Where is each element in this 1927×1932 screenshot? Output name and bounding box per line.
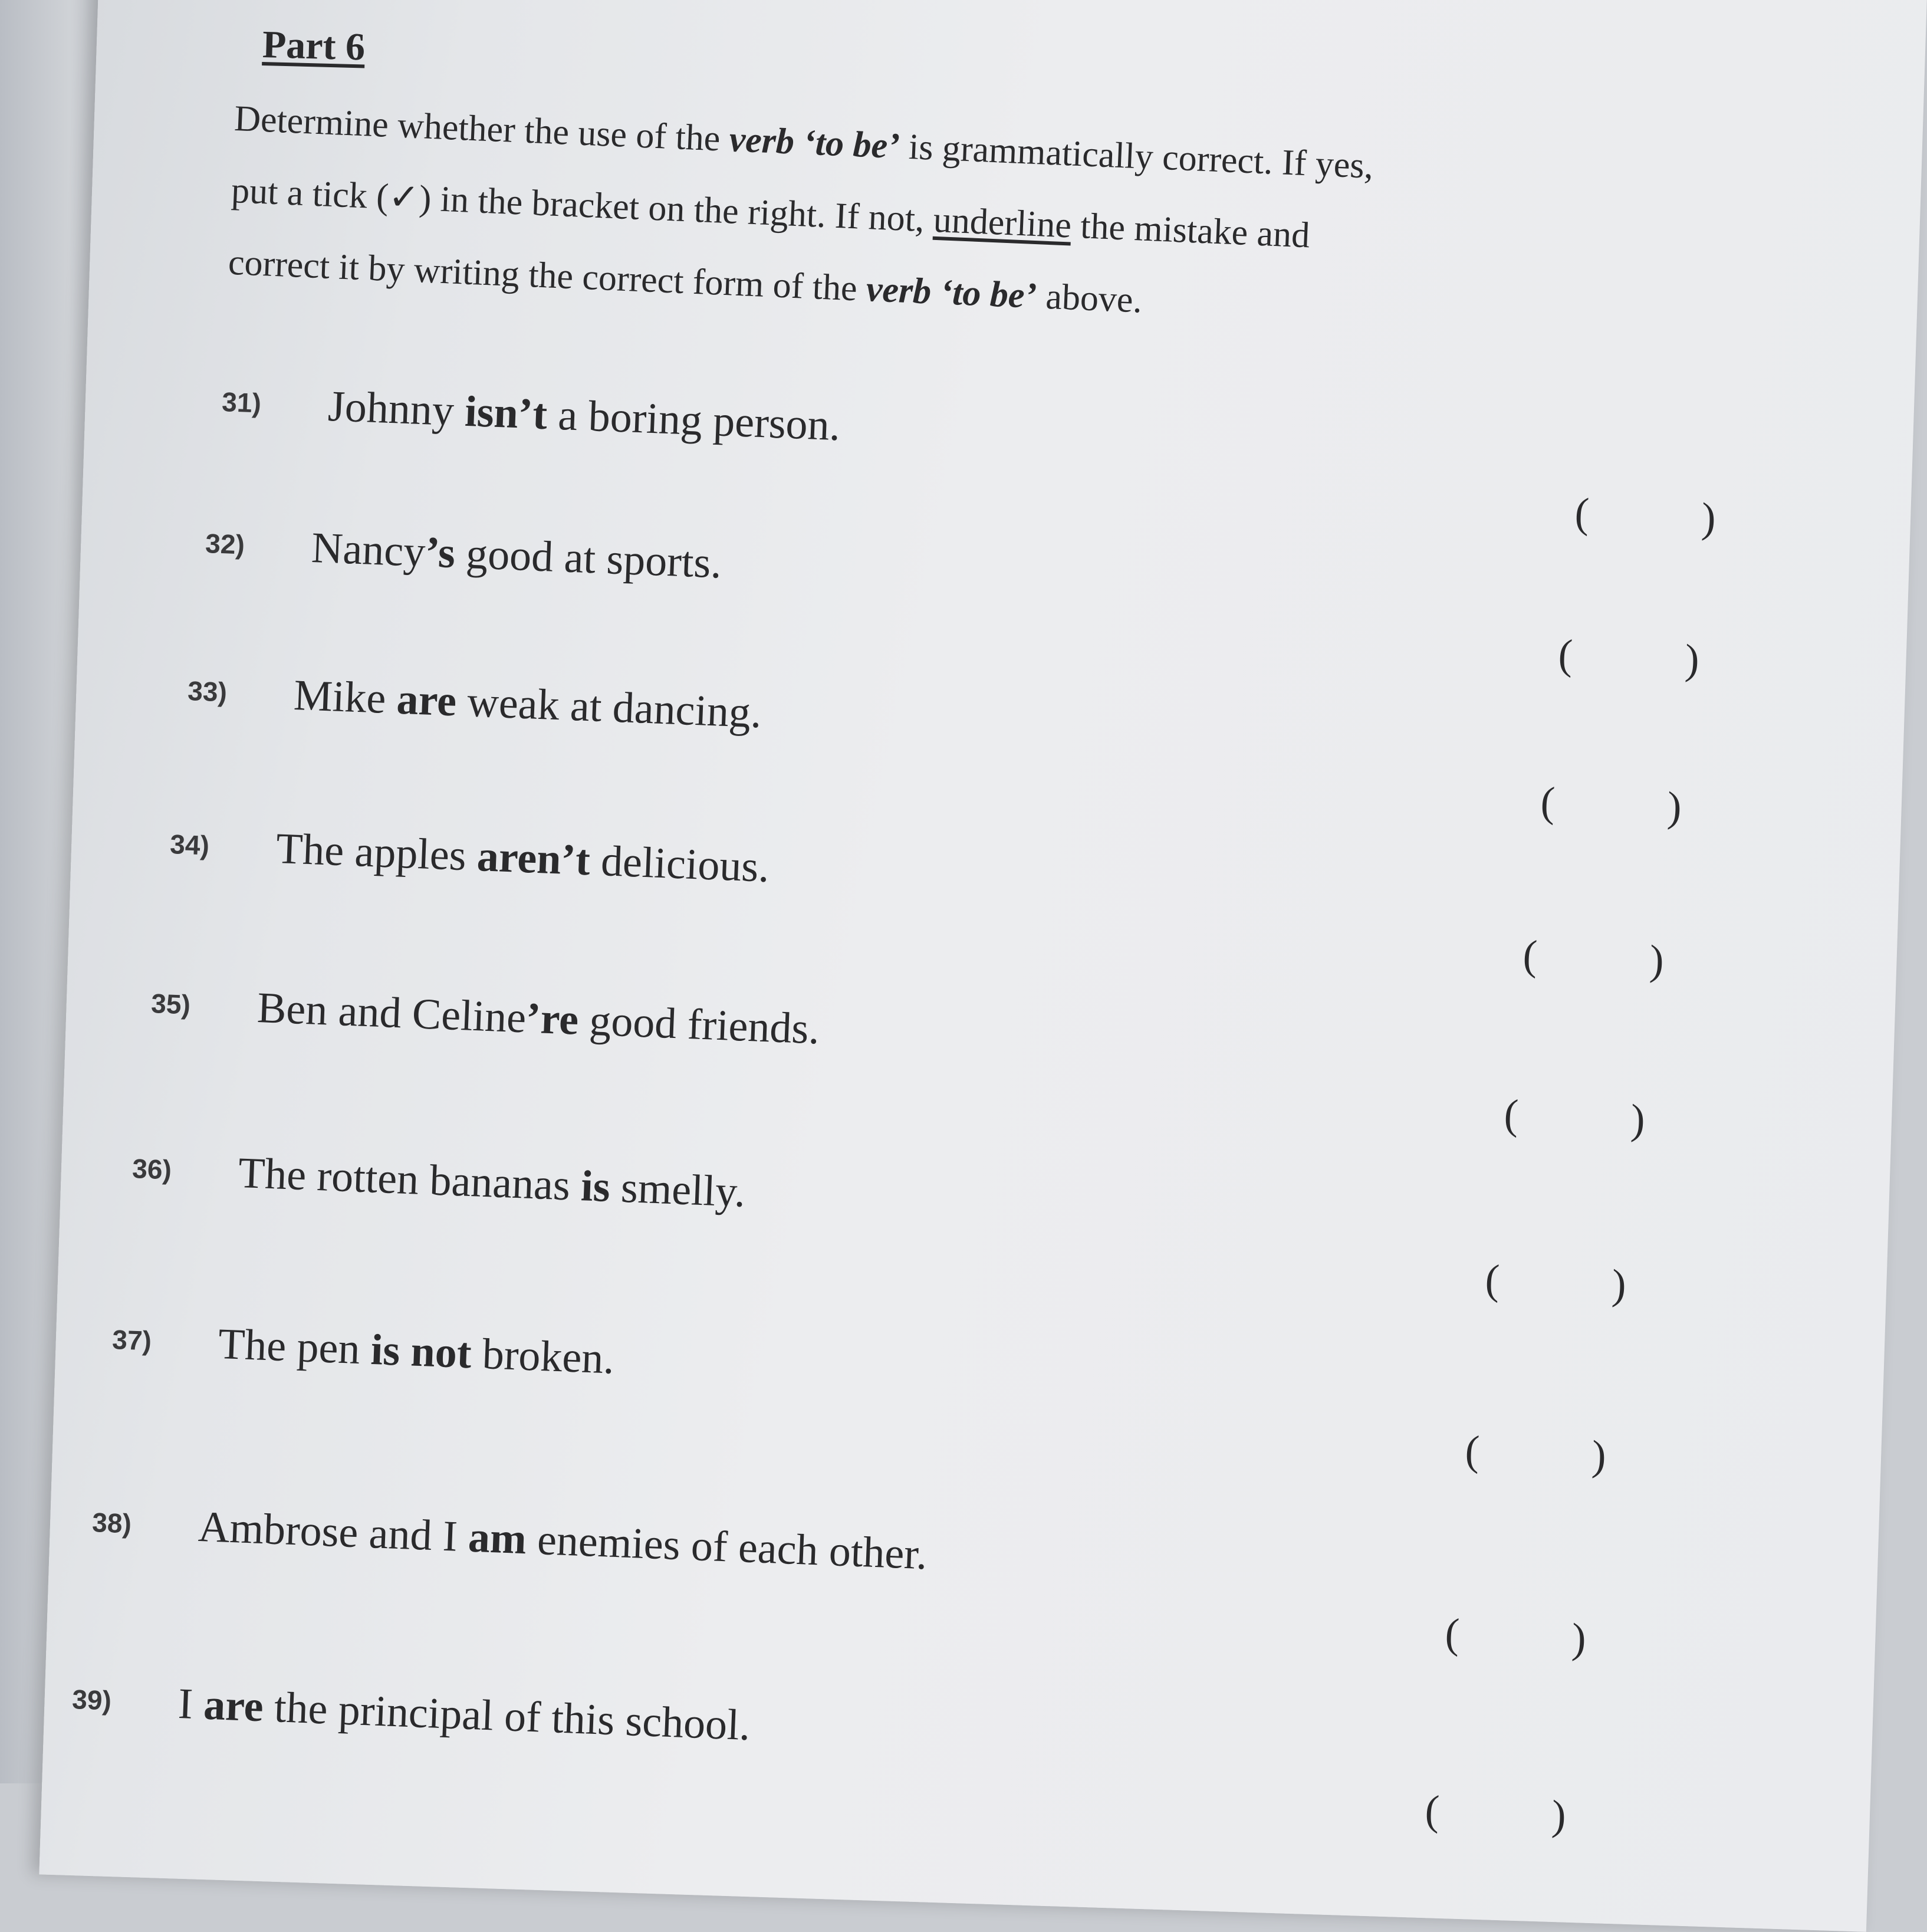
- instructions: [227, 83, 1603, 356]
- question-number: 36): [131, 1152, 172, 1185]
- answer-bracket-close[interactable]: ): [1666, 783, 1683, 831]
- answer-bracket-open[interactable]: (: [1464, 1427, 1481, 1475]
- question-number: 31): [221, 386, 262, 419]
- answer-bracket-close[interactable]: ): [1630, 1095, 1646, 1144]
- verb-to-be-emphasis: verb ‘to be’: [865, 269, 1038, 317]
- underline-word: underline: [932, 199, 1073, 246]
- question-35: [148, 979, 1743, 1144]
- question-number: 33): [187, 675, 228, 708]
- question-32: [202, 519, 1797, 684]
- answer-bracket-close[interactable]: ): [1591, 1431, 1607, 1480]
- question-sentence: The apples aren’t delicious.: [275, 824, 771, 892]
- answer-bracket-open[interactable]: (: [1484, 1256, 1501, 1304]
- question-number: 38): [91, 1506, 132, 1539]
- verb-highlight: ’s: [424, 528, 456, 578]
- question-34: [167, 820, 1762, 984]
- question-37: [109, 1315, 1704, 1480]
- answer-bracket-open[interactable]: (: [1574, 489, 1590, 537]
- question-sentence: Johnny isn’t a boring person.: [327, 382, 841, 451]
- answer-bracket-close[interactable]: ): [1551, 1791, 1567, 1839]
- instructions-line-3: correct it by writing the correct form of the verb ‘to be’ above.: [227, 242, 1143, 321]
- question-36: [129, 1144, 1724, 1309]
- answer-bracket-close[interactable]: ): [1701, 494, 1717, 542]
- answer-bracket-open[interactable]: (: [1503, 1090, 1520, 1139]
- question-sentence: Nancy’s good at sports.: [310, 523, 723, 588]
- question-33: [185, 666, 1780, 831]
- verb-highlight: am: [467, 1513, 528, 1564]
- question-sentence: The pen is not broken.: [217, 1319, 616, 1384]
- question-number: 35): [150, 987, 191, 1020]
- answer-bracket-open[interactable]: (: [1522, 931, 1538, 980]
- verb-highlight: is not: [370, 1325, 473, 1378]
- verb-highlight: aren’t: [476, 832, 591, 885]
- answer-bracket-close[interactable]: ): [1611, 1260, 1627, 1309]
- answer-bracket-open[interactable]: (: [1424, 1786, 1441, 1835]
- verb-highlight: are: [396, 675, 458, 726]
- answer-bracket-close[interactable]: ): [1649, 936, 1665, 984]
- part-title: Part 6: [262, 22, 366, 69]
- question-number: 34): [169, 828, 210, 861]
- question-31: [219, 377, 1814, 542]
- question-sentence: Mike are weak at dancing.: [292, 671, 763, 738]
- answer-bracket-close[interactable]: ): [1571, 1614, 1587, 1662]
- answer-bracket-open[interactable]: (: [1540, 778, 1556, 826]
- question-number: 32): [205, 527, 245, 560]
- answer-bracket-open[interactable]: (: [1557, 630, 1574, 679]
- verb-to-be-emphasis: verb ‘to be’: [728, 119, 901, 167]
- question-number: 37): [111, 1323, 152, 1356]
- instructions-line-2: put a tick (✓) in the bracket on the right. If not, underline the mistake and: [230, 170, 1311, 256]
- question-number: 39): [71, 1683, 112, 1716]
- question-sentence: Ben and Celine’re good friends.: [256, 983, 821, 1054]
- question-sentence: The rotten bananas is smelly.: [237, 1148, 747, 1217]
- question-sentence: I are the principal of this school.: [177, 1679, 751, 1750]
- verb-highlight: are: [202, 1680, 265, 1731]
- instructions-line-1: Determine whether the use of the verb ‘to be’ is grammatically correct. If yes,: [234, 98, 1374, 186]
- verb-highlight: isn’t: [463, 387, 548, 439]
- question-sentence: Ambrose and I am enemies of each other.: [197, 1502, 928, 1579]
- verb-highlight: is: [580, 1162, 611, 1212]
- answer-bracket-close[interactable]: ): [1684, 635, 1701, 684]
- answer-bracket-open[interactable]: (: [1444, 1609, 1461, 1658]
- question-38: [89, 1498, 1684, 1660]
- verb-highlight: ’re: [525, 994, 580, 1044]
